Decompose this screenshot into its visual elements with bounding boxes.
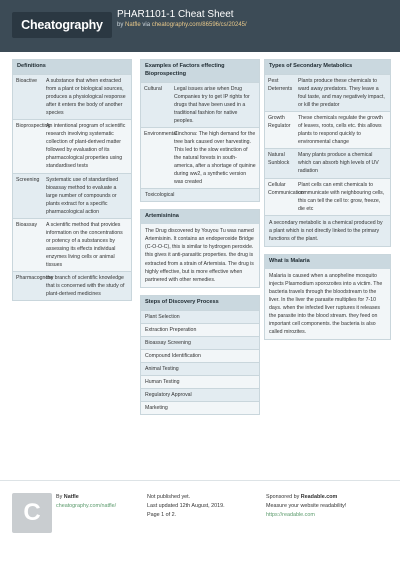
sponsor-name[interactable]: Readable.com bbox=[300, 494, 338, 500]
table-row bbox=[265, 148, 390, 177]
footer-author bbox=[56, 493, 116, 511]
table-row bbox=[13, 218, 131, 271]
byline bbox=[117, 22, 247, 28]
list-item: Compound Identification bbox=[141, 349, 259, 362]
cheatography-c-icon: C bbox=[12, 493, 52, 533]
table-row bbox=[141, 127, 259, 188]
list-item: Plant Selection bbox=[141, 310, 259, 323]
row-desc: Plants produce these chemicals to ward away predators. They leave a foul taste, and may negatively impact, or kill the predator bbox=[298, 77, 385, 109]
footer-author-name[interactable]: Natfle bbox=[63, 494, 79, 500]
list-item: Human Testing bbox=[141, 375, 259, 388]
by-label: by bbox=[117, 22, 124, 28]
steps-section bbox=[140, 295, 260, 415]
table-row bbox=[13, 119, 131, 172]
section-title: Examples of Factors effecting Bioprospecting bbox=[141, 60, 259, 82]
section-title: Types of Secondary Metabolics bbox=[265, 60, 390, 74]
footer-sponsor bbox=[266, 493, 346, 521]
column-3 bbox=[264, 59, 391, 347]
published-status: Not published yet. bbox=[147, 494, 191, 500]
row-desc: An intentional program of scientific research involving systematic collection of plant-derived matter followed by evaluation of its pharmacological properties using standardised tests bbox=[46, 123, 126, 170]
cheatography-logo[interactable]: Cheatography bbox=[12, 12, 112, 38]
footer-meta bbox=[147, 493, 225, 521]
page-title: PHAR1101-1 Cheat Sheet bbox=[117, 9, 234, 20]
metabolics-section bbox=[264, 59, 391, 247]
row-desc: Legal issues arise when Drug Companies try to get IP rights for drugs that have been used in a traditional fashion for native peoples. bbox=[174, 85, 250, 124]
section-title: Artemisinina bbox=[141, 210, 259, 224]
list-item: Marketing bbox=[141, 401, 259, 414]
author-link[interactable]: Natfle bbox=[125, 22, 141, 28]
page-number: Page 1 of 2. bbox=[147, 512, 177, 519]
sponsor-link[interactable]: https://readable.com bbox=[266, 512, 315, 519]
table-row bbox=[13, 173, 131, 218]
row-term: Cultural bbox=[144, 85, 162, 92]
page-header bbox=[0, 0, 400, 52]
sponsor-text: Measure your website readability! bbox=[266, 503, 347, 510]
row-term: Growth Regulator bbox=[268, 115, 291, 130]
row-term: Bioprospecting bbox=[16, 123, 51, 130]
table-row bbox=[265, 111, 390, 148]
row-term: Cellular Communication bbox=[268, 181, 305, 196]
row-term: Environmental bbox=[144, 130, 178, 137]
footer-by-label: By bbox=[56, 494, 63, 500]
row-desc: Plant cells can emit chemicals to communicate with neighbouring cells, this can tell the cell to: grow, freeze, die etc bbox=[298, 181, 385, 212]
list-item: Bioassay Screening bbox=[141, 336, 259, 349]
row-desc: Systematic use of standardised bioassay method to evaluate a large number of compounds or plants extract for a specific pharmacological action bbox=[46, 176, 119, 215]
column-2 bbox=[140, 59, 260, 422]
section-note: A secondary metabolic is a chemical produced by a plant which is not directly linked to the primary functions of the plant. bbox=[265, 215, 390, 246]
table-row bbox=[265, 178, 390, 215]
list-item: Regulatory Approval bbox=[141, 388, 259, 401]
row-term: Pharmacognosy bbox=[16, 275, 54, 282]
table-row bbox=[13, 271, 131, 300]
row-desc: These chemicals regulate the growth of leaves, roots, cells etc. this allows plants to respond quickly to environmental change bbox=[298, 115, 383, 146]
table-row bbox=[265, 74, 390, 111]
artemisinin-section bbox=[140, 209, 260, 287]
page-footer bbox=[0, 480, 400, 566]
row-desc: Many plants produce a chemical which can absorb high levels of UV radiation bbox=[298, 152, 379, 175]
sponsor-prefix: Sponsored by bbox=[266, 494, 300, 500]
row-term: Pest Deterrents bbox=[268, 77, 293, 92]
sheet-url-link[interactable]: cheatography.com/86596/cs/20245/ bbox=[151, 22, 247, 28]
table-row bbox=[13, 74, 131, 119]
sponsor-line bbox=[266, 493, 346, 502]
section-title: What is Malaria bbox=[265, 255, 390, 269]
malaria-section bbox=[264, 254, 391, 340]
list-item: Animal Testing bbox=[141, 362, 259, 375]
section-title: Steps of Discovery Process bbox=[141, 296, 259, 310]
last-updated: Last updated 12th August, 2019. bbox=[147, 503, 225, 510]
list-item: Extraction Preperation bbox=[141, 323, 259, 336]
list-item: Toxicological bbox=[141, 188, 259, 201]
row-desc: the branch of scientific knowledge that is concerned with the study of plant-derived medicines bbox=[46, 275, 125, 298]
via-label: via bbox=[142, 22, 151, 28]
section-title: Definitions bbox=[13, 60, 131, 74]
table-row bbox=[141, 82, 259, 127]
row-term: Bioassay bbox=[16, 221, 38, 228]
section-text: Malaria is caused when a anopheline mosquito injects Plasmodium sporozoites into a victim. The bacteria travels through the bloodstream to the liver. In the liver the parasite multiplies for 7-10 days. when the infected liver ruptures it releases the parasite into the blood stream. they feed on important cell components. the bacteria is also called mirozites. bbox=[265, 269, 390, 340]
section-text: The Drug discovered by Youyou Tu was named Artemisinin. It contains an endoperoxide Bridge (C-O-O-C), this is similar to hydrogen peroxide. this gives it anti-parasitic properties. the drug is extracted from a strain of Artemisia. The drug is highly effective, but is more effective when partnered with other remedies. bbox=[141, 224, 259, 286]
row-desc: Cinchona: The high demand for the tree bark caused over harvesting. This led to the slow extinction of the natural forests in south-america, after a shortage of quinine during ww2, a synthetic version was created bbox=[174, 130, 256, 186]
row-term: Natural Sunblock bbox=[268, 152, 290, 167]
row-term: Screening bbox=[16, 176, 40, 183]
row-term: Bioactive bbox=[16, 77, 38, 84]
factors-section bbox=[140, 59, 260, 202]
column-1 bbox=[12, 59, 132, 308]
row-desc: A substance that when extracted from a plant or biological sources, produces a physiological response after it enters the body of another species bbox=[46, 77, 126, 117]
definitions-section bbox=[12, 59, 132, 301]
footer-by bbox=[56, 493, 116, 502]
row-desc: A scientific method that provides information on the concentrations or potency of a substances by assessing its effects individual enzymes living cells or animal tissues bbox=[46, 221, 123, 269]
footer-author-link[interactable]: cheatography.com/natfle/ bbox=[56, 503, 117, 510]
